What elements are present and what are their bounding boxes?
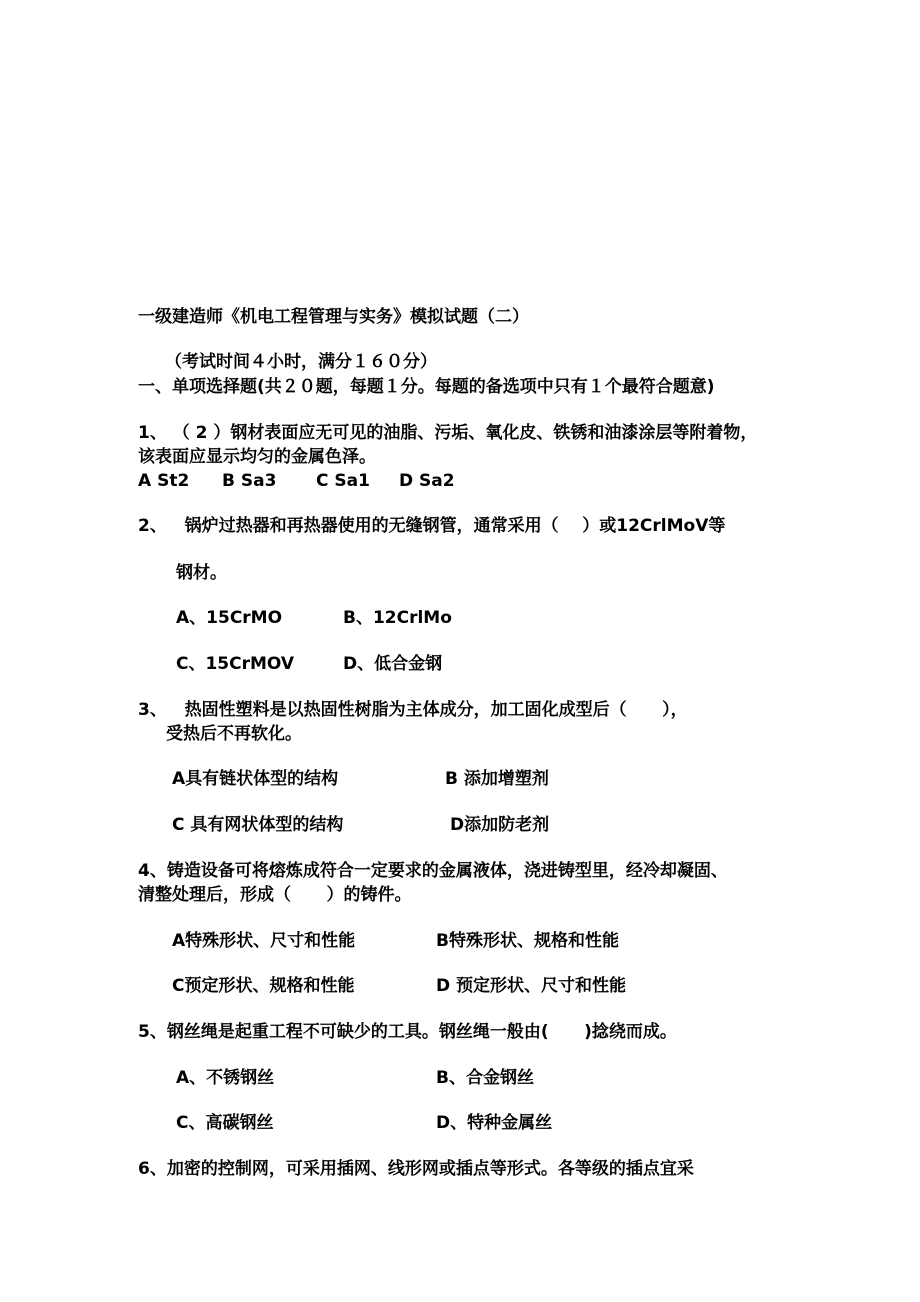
question-3-option-c: C 具有网状体型的结构 [172, 815, 344, 835]
question-5-option-b: B、合金钢丝 [436, 1068, 534, 1088]
question-2-stem-line-2: 钢材。 [176, 563, 227, 583]
question-5-option-a: A、不锈钢丝 [176, 1068, 275, 1088]
question-4-option-d: D 预定形状、尺寸和性能 [436, 976, 627, 996]
question-2-option-a: A、15CrMO [176, 608, 283, 628]
question-2-stem-line-1: 2、 锅炉过热器和再热器使用的无缝钢管，通常采用（ ）或12CrlMoV等 [138, 516, 726, 536]
question-1-option-c: C Sa1 [316, 471, 370, 491]
question-3-option-d: D添加防老剂 [450, 815, 550, 835]
question-2-option-c: C、15CrMOV [176, 654, 295, 674]
question-2-option-d: D、低合金钢 [343, 654, 443, 674]
question-5-option-c: C、高碳钢丝 [176, 1113, 274, 1133]
question-1-stem-line-2: 该表面应显示均匀的金属色泽。 [138, 447, 376, 467]
question-5-option-d: D、特种金属丝 [436, 1113, 553, 1133]
question-4-option-c: C预定形状、规格和性能 [172, 976, 355, 996]
exam-info: （考试时间４小时，满分１６０分） [165, 352, 437, 372]
question-4-stem-line-1: 4、铸造设备可将熔炼成符合一定要求的金属液体，浇进铸型里，经冷却凝固、 [138, 861, 728, 881]
question-4-option-a: A特殊形状、尺寸和性能 [172, 931, 356, 951]
question-3-stem-line-1: 3、 热固性塑料是以热固性树脂为主体成分，加工固化成型后（ ）， [138, 700, 688, 720]
question-1-option-d: D Sa2 [399, 471, 455, 491]
question-4-option-b: B特殊形状、规格和性能 [436, 931, 619, 951]
question-4-stem-line-2: 清整处理后，形成（ ）的铸件。 [138, 885, 412, 905]
question-3-option-b: B 添加增塑剂 [445, 769, 549, 789]
question-5-stem-line-1: 5、钢丝绳是起重工程不可缺少的工具。钢丝绳一般由( )捻绕而成。 [138, 1022, 677, 1042]
question-2-option-b: B、12CrlMo [343, 608, 452, 628]
question-3-stem-line-2: 受热后不再软化。 [166, 724, 302, 744]
question-3-option-a: A具有链状体型的结构 [172, 769, 339, 789]
question-1-option-a: A St2 [138, 471, 190, 491]
document-title: 一级建造师《机电工程管理与实务》模拟试题（二） [138, 307, 529, 327]
question-1-stem-line-1: 1、 （ 2 ）钢材表面应无可见的油脂、污垢、氧化皮、铁锈和油漆涂层等附着物， [138, 423, 758, 443]
question-1-option-b: B Sa3 [222, 471, 277, 491]
section-heading: 一、单项选择题(共２０题，每题１分。每题的备选项中只有１个最符合题意) [138, 377, 715, 397]
question-6-stem-line-1: 6、加密的控制网，可采用插网、线形网或插点等形式。各等级的插点宜采 [138, 1159, 694, 1179]
